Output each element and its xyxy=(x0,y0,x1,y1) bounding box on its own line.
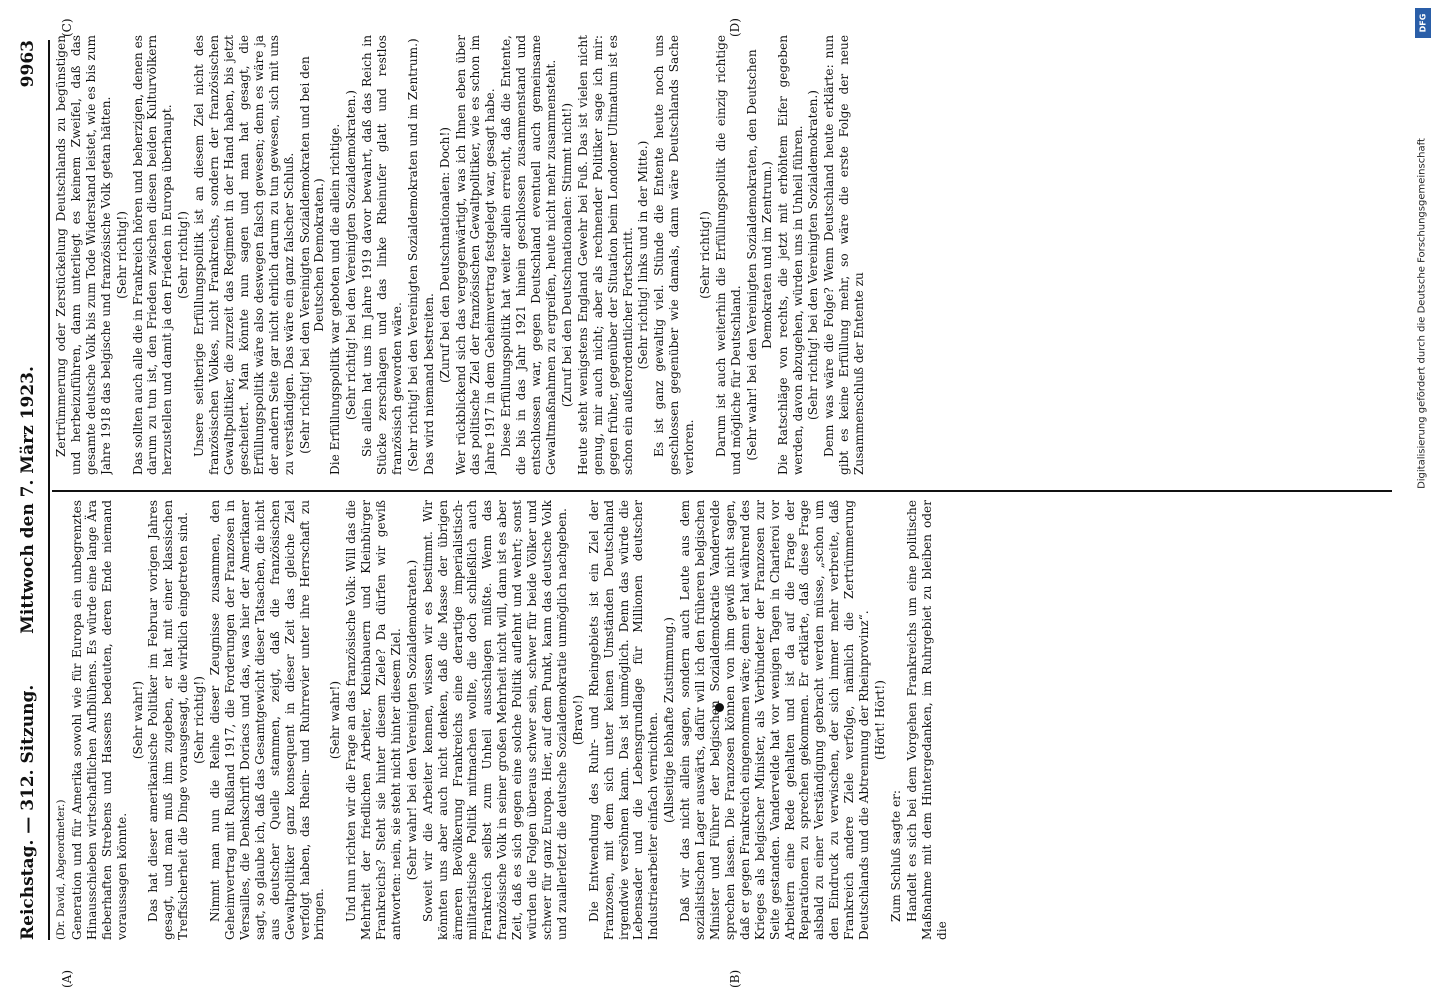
paragraph: Sie allein hat uns im Jahre 1919 davor bewahrt, daß das Reich in Stücke zerschlagen und das linke Rheinufer glatt und restlos französisch geworden wäre. xyxy=(360,35,404,475)
paragraph: Daß wir das nicht allein sagen, sondern auch Leute aus dem sozialistischen Lager auswärts, dafür will ich den früheren belgischen Minister und Führer der belgischen Sozialdemokratie Vandervelde sprechen lassen. Die Franzosen können von ihm gewiß nicht sagen, daß er gegen Frankreich eingenommen wäre; denn er hat während des Krieges als belgischer Minister, als Verbündeter der Franzosen zur Seite gestanden. Vandervelde hat vor wenigen Tagen in Charleroi vor Arbeitern eine Rede gehalten und ist da auf die Frage der Reparationen zu sprechen gekommen. Er erklärte, daß diese Frage alsbald zu einer Verständigung gebracht werden müsse, „schon um den Eindruck zu verwischen, der sich immer mehr verbreite, daß Frankreich andere Ziele verfolge, nämlich die Zertrümmerung Deutschlands und die Abtrennung der Rheinprovinz“. xyxy=(678,500,872,940)
speaker-line: (Dr. David, Abgeordneter.) xyxy=(55,799,67,940)
digitization-sidebar xyxy=(1414,8,1432,568)
paragraph: Nimmt man nun die Reihe dieser Zeugnisse zusammen, den Geheimvertrag mit Rußland 1917, die Forderungen der Franzosen in Versailles, die Denkschrift Doriacs und das, was hier der Amerikaner sagt, so glaube ich, daß das Gesamtgewicht dieser Tatsachen, die nicht aus deutscher Quelle stammen, zeigt, daß die französischen Gewaltpolitiker ganz konsequent in dieser Zeit das gleiche Ziel verfolgt haben, das Rhein- und Ruhrrevier unter ihre Herrschaft zu bringen. xyxy=(208,500,327,940)
page-number: 9963 xyxy=(18,40,38,88)
quotation: Handelt es sich bei dem Vorgehen Frankreichs um eine politische Maßnahme mit dem Hintergedanken, im Ruhrgebiet zu bleiben oder die xyxy=(904,500,949,940)
paragraph: Und nun richten wir die Frage an das französische Volk: Will das die Mehrheit der friedlichen Arbeiter, Kleinbauern und Kleinbürger Frankreichs? Steht sie hinter diesem Ziele? Da dürfen wir gewiß antworten: nein, sie steht nicht hinter diesem Ziel. xyxy=(344,500,403,940)
dfg-logo-text: DFG xyxy=(1418,13,1428,33)
header-session: Reichstag. — 312. Sitzung. xyxy=(18,684,38,940)
interjection: (Sehr richtig! bei den Vereinigten Sozialdemokraten und bei den Deutschen Demokraten.) xyxy=(297,56,327,454)
interjection: (Sehr richtig!) xyxy=(176,211,191,299)
column-right xyxy=(54,35,1384,475)
page-header xyxy=(14,30,44,970)
margin-letter-b: (B) xyxy=(728,969,742,988)
interjection: (Sehr wahr! bei den Vereinigten Sozialdemokraten, den Deutschen Demokraten und im Zentrum.) xyxy=(744,49,774,461)
interjection: (Zuruf bei den Deutschnationalen: Doch!) xyxy=(437,126,452,384)
interjection: (Allseitige lebhafte Zustimmung.) xyxy=(662,617,677,823)
paragraph: Das sollten auch alle die in Frankreich hören und beherzigen, denen es darum zu tun ist, den Frieden zwischen diesen beiden Kulturvölkern herzustellen und damit ja den Frieden in Europa überhaupt. xyxy=(130,35,175,475)
header-rule xyxy=(48,40,50,940)
paragraph: Unsere seitherige Erfüllungspolitik ist an diesem Ziel nicht des französischen Volkes, nicht Frankreichs, sondern der französischen Gewaltpolitiker, die zurzeit das Regiment in der Hand haben, bis jetzt gescheitert. Man könnte nun sagen und man hat gesagt, die Erfüllungspolitik wäre also deswegen falsch gewesen; denn es wäre ja der andern Seite gar nicht ehrlich darum zu tun gewesen, sich mit uns zu verständigen. Das wäre ein ganz falscher Schluß. xyxy=(192,35,296,475)
margin-letter-a: (A) xyxy=(60,969,74,988)
interjection: (Sehr wahr!) xyxy=(130,680,145,760)
interjection: (Sehr richtig! bei den Vereinigten Sozialdemokraten und im Zentrum.) xyxy=(405,38,420,472)
paragraph: Die Entwendung des Ruhr- und Rheingebiets ist ein Ziel der Franzosen, mit dem sich unter keinen Umständen Deutschland irgendwie versöhnen kann. Das ist unmöglich. Denn das würde die Lebensader und die Lebensgrundlage für Millionen deutscher Industriearbeiter einfach vernichten. xyxy=(586,500,661,940)
paragraph: Darum ist auch weiterhin die Erfüllungspolitik die einzig richtige und mögliche für Deutschland. xyxy=(713,35,743,475)
interjection: (Sehr richtig! links und in der Mitte.) xyxy=(636,140,651,370)
paragraph: Es ist ganz gewaltig viel. Stünde die Entente heute noch uns geschlossen gegenüber wie damals, dann wäre Deutschlands Sache verloren. xyxy=(652,35,697,475)
dfg-logo xyxy=(1415,8,1431,38)
interjection: (Sehr richtig! bei den Vereinigten Sozialdemokraten.) xyxy=(806,90,821,420)
interjection: (Bravo!) xyxy=(570,694,585,746)
paragraph: Denn was wäre die Folge? Wenn Deutschland heute erklärte: nun gibt es keine Erfüllung mehr, so wäre die erste Folge der neue Zusammenschluß der Entente zu xyxy=(822,35,867,475)
interjection: (Sehr richtig!) xyxy=(114,211,129,299)
interjection: (Sehr richtig!) xyxy=(192,676,207,764)
margin-letter-c: (C) xyxy=(60,18,74,37)
column-separator xyxy=(52,490,1392,492)
interjection: (Zuruf bei den Deutschnationalen: Stimmt nicht!) xyxy=(559,102,574,408)
header-date: Mittwoch den 7. März 1923. xyxy=(18,366,38,634)
digitization-credit: Digitalisierung gefördert durch die Deutsche Forschungsgemeinschaft xyxy=(1416,138,1428,489)
paragraph: Generation und für Amerika sowohl wie für Europa ein unbegrenztes Hinausschieben wirtschaftlichen Aufblühens. Es würde eine lange Ära fieberhaften Strebens und Hassens bedeuten, deren Ende niemand voraussagen könnte. xyxy=(69,500,129,940)
paragraph: Die Erfüllungspolitik war geboten und die allein richtige. xyxy=(328,123,343,475)
paragraph: Zum Schluß sagte er: xyxy=(888,790,903,922)
quotation: Zertrümmerung oder Zerstückelung Deutschlands zu begünstigen und herbeizuführen, dann unterliegt es keinem Zweifel, daß das gesamte deutsche Volk bis zum Tode Widerstand leistet, wie es bis zum Jahre 1918 das belgische und französische Volk getan hätten. xyxy=(54,35,113,475)
paragraph: Die Ratschläge von rechts, die jetzt mit erhöhtem Eifer gegeben werden, davon abzugehen, würden uns in Unheil führen. xyxy=(775,35,805,475)
column-left xyxy=(54,500,1384,940)
margin-letter-d: (D) xyxy=(728,18,742,37)
interjection: (Sehr wahr!) xyxy=(328,680,343,760)
paragraph: Das hat dieser amerikanische Politiker im Februar vorigen Jahres gesagt, und man muß ihm zugeben, er hat mit einer klassischen Treffsicherheit die Dinge vorausgesagt, die wirklich eingetreten sind. xyxy=(146,500,191,940)
interjection: (Sehr wahr! bei den Vereinigten Sozialdemokraten.) xyxy=(404,559,419,881)
paragraph: Diese Erfüllungspolitik hat weiter allein erreicht, daß die Entente, die bis in das Jahr 1921 hinein geschlossen zusammenstand und entschlossen war, gegen Deutschland eventuell auch gemeinsame Gewaltmaßnahmen zu ergreifen, heute nicht mehr zusammensteht. xyxy=(499,35,558,475)
paragraph: Wer rückblickend sich das vergegenwärtigt, was ich Ihnen eben über das politische Ziel der französischen Gewaltpolitiker, wie es schon im Jahre 1917 in dem Geheimvertrag festgelegt war, gesagt habe. xyxy=(453,35,498,475)
interjection: (Sehr richtig! bei den Vereinigten Sozialdemokraten.) xyxy=(344,90,359,420)
paragraph: Das wird niemand bestreiten. xyxy=(421,293,436,475)
interjection: (Sehr richtig!) xyxy=(698,211,713,299)
paragraph: Heute steht wenigstens England Gewehr bei Fuß. Das ist vielen nicht genug, mir auch nicht; aber als rechnender Politiker sage ich mir: gegen früher, gegenüber der Situation beim Londoner Ultimatum ist es schon ein außerordentlicher Fortschritt. xyxy=(575,35,635,475)
paragraph: Soweit wir die Arbeiter kennen, wissen wir es bestimmt. Wir könnten uns aber auch nicht denken, daß die Masse der übrigen ärmeren Bevölkerung Frankreichs eine derartige imperialistisch-militaristische Politik mitmachen wollte, die doch schließlich auch Frankreich selbst zum Unheil ausschlagen müßte. Wenn das französische Volk in seiner großen Mehrheit nicht will, dann ist es aber Zeit, daß es sich gegen eine solche Politik auflehnt und wehrt; sonst würden die Folgen überaus schwer sein, schwer für beide Völker und schwer für ganz Europa. Hier, auf dem Punkt, kann das deutsche Volk und zuallerletzt die deutsche Sozialdemokratie unmöglich nachgeben. xyxy=(420,500,569,940)
interjection: (Hört! Hört!) xyxy=(872,680,887,760)
